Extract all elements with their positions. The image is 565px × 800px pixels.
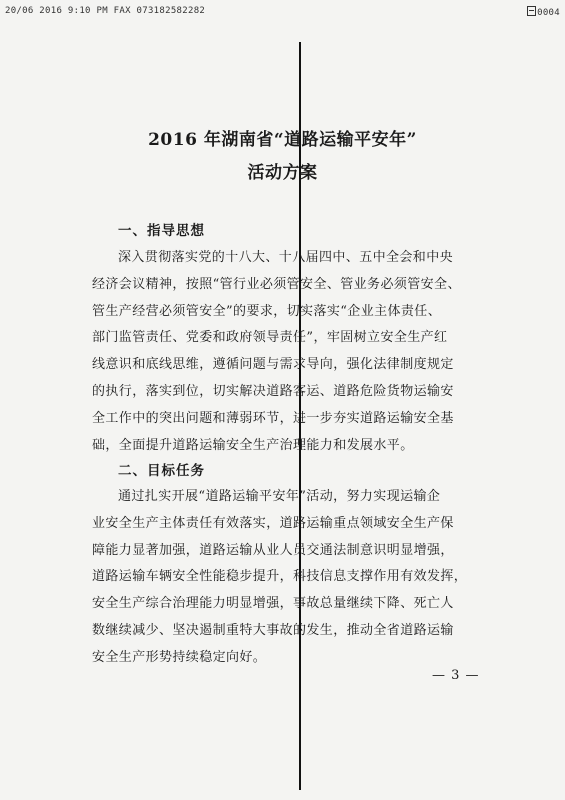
section-heading-guiding-ideology: 一、指导思想: [118, 223, 205, 239]
fax-header-right: [527, 6, 560, 18]
section-body-guiding-ideology: [92, 245, 502, 459]
paragraph-line: 障能力显著加强，道路运输从业人员交通法制意识明显增强，: [92, 542, 454, 558]
paragraph-line: 业安全生产主体责任有效落实，道路运输重点领域安全生产保: [92, 515, 454, 531]
paragraph-line: 深入贯彻落实党的十八大、十八届四中、五中全会和中央: [118, 250, 454, 265]
paragraph-line: 安全生产综合治理能力明显增强，事故总量继续下降、死亡人: [92, 596, 454, 612]
section-body-goals: [92, 484, 502, 672]
paragraph-line: 通过扎实开展“道路运输平安年”活动，努力实现运输企: [118, 489, 441, 504]
paragraph-line: 经济会议精神，按照“管行业必须管安全、管业务必须管安全、: [92, 276, 461, 292]
paragraph-line: 础，全面提升道路运输安全生产治理能力和发展水平。: [92, 437, 414, 453]
document-title: 2016 年湖南省“道路运输平安年”: [148, 130, 417, 150]
fax-header: [5, 6, 560, 20]
paragraph-line: 全工作中的突出问题和薄弱环节，进一步夯实道路运输安全基: [92, 410, 454, 426]
paragraph-line: 安全生产形势持续稳定向好。: [92, 649, 267, 665]
paragraph-line: 道路运输车辆安全性能稳步提升，科技信息支撑作用有效发挥，: [92, 569, 468, 585]
paragraph-line: 线意识和底线思维，遵循问题与需求导向，强化法律制度规定: [92, 357, 454, 373]
paragraph-line: 管生产经营必须管安全”的要求，切实落实“企业主体责任、: [92, 303, 442, 319]
document-subtitle: 活动方案: [247, 163, 318, 183]
paragraph-line: 部门监管责任、党委和政府领导责任”，牢固树立安全生产红: [92, 330, 448, 346]
paragraph-line: 的执行，落实到位，切实解决道路客运、道路危险货物运输安: [92, 383, 454, 399]
paragraph-line: 数继续减少、坚决遏制重特大事故的发生，推动全省道路运输: [92, 622, 454, 638]
fax-header-left: 20/06 2016 9:10 PM FAX 073182582282: [5, 6, 206, 16]
section-heading-goals: 二、目标任务: [118, 463, 205, 479]
fax-page-icon: [527, 6, 536, 16]
page-number: — 3 —: [432, 668, 480, 683]
fax-page-count: 0004: [537, 8, 560, 18]
